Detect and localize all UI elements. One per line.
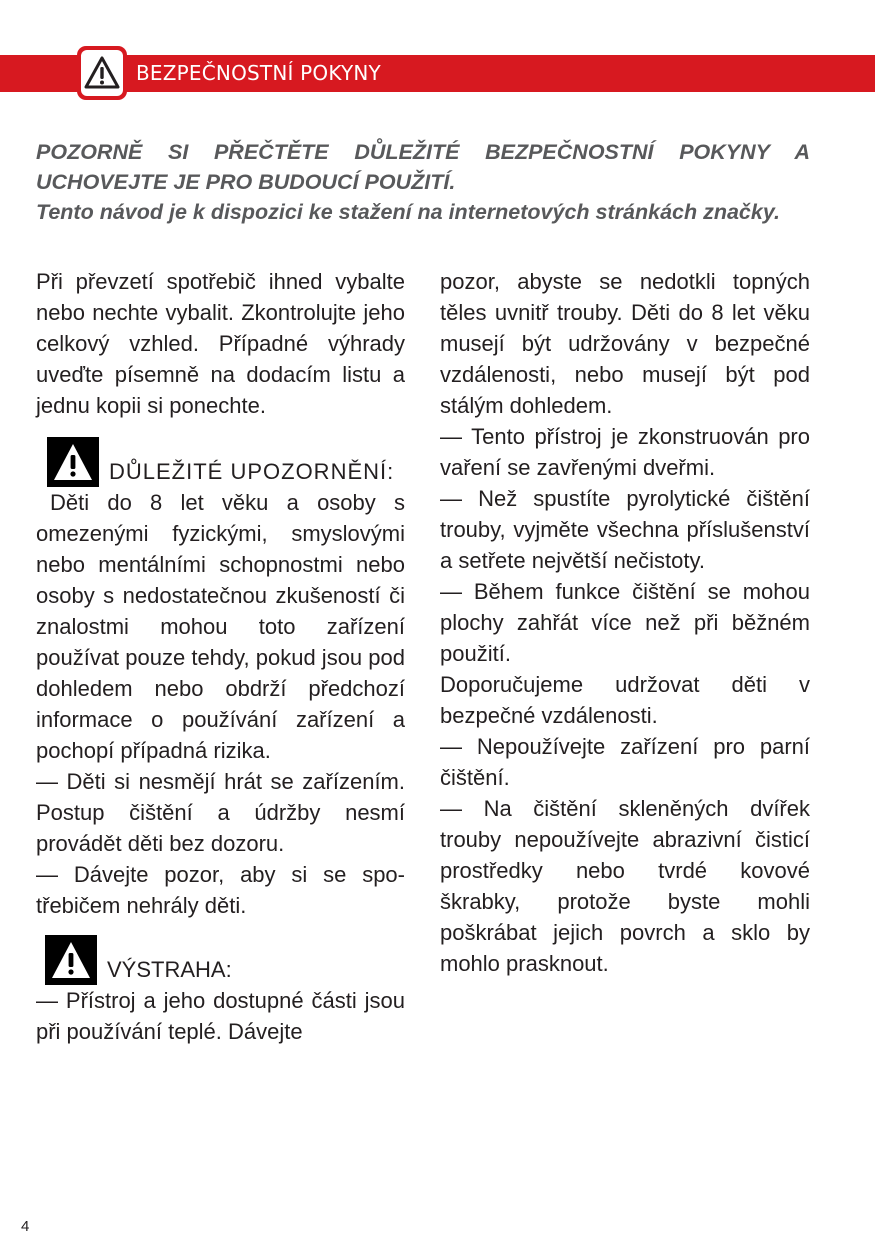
intro-notice <box>36 137 810 227</box>
intro-line-2: Tento návod je k dispozici ke stažení na internetových stránkách značky. <box>36 200 780 224</box>
warning-heading <box>36 935 405 985</box>
warning-icon <box>45 935 97 985</box>
glass-door-cleaning-paragraph: — Na čištění skleněných dvířek trouby nepoužívejte abrazivní čisticí prostředky nebo tvrdé kovové škrabky, protože byste mohli poškrábat jejich povrch a sklo by mohlo prasknout. <box>440 796 810 976</box>
header-bar <box>0 55 875 92</box>
important-notice-label: DŮLEŽITÉ UPOZORNĚNÍ: <box>109 459 395 484</box>
left-column <box>36 266 405 1047</box>
right-column <box>440 266 810 979</box>
hot-parts-paragraph: — Přístroj a jeho dostupné části jsou při používání teplé. Dávejte <box>36 988 405 1044</box>
important-notice-heading <box>36 437 405 487</box>
children-safety-paragraph: Děti do 8 let věku a osoby s omezenými fyzickými, smyslovými nebo mentálními schopnostmi nebo osoby s nedostatečnou zkušeností či znalostmi mohou toto zařízení používat pouze tehdy, pokud jsou pod dohledem nebo obdrží předchozí informace o používání zařízení a pochopí případná rizika. <box>36 490 405 763</box>
keep-children-away-paragraph: Doporučujeme udržovat děti v bezpečné vzdálenosti. <box>440 672 810 728</box>
warning-icon <box>47 437 99 487</box>
header-icon-frame <box>77 46 127 100</box>
header-title: BEZPEČNOSTNÍ POKYNY <box>136 61 381 85</box>
children-supervision-paragraph: — Dávejte pozor, aby si se spotřebičem nehrály děti. <box>36 862 405 918</box>
hot-parts-continued-paragraph: pozor, abyste se nedotkli topných těles uvnitř trouby. Děti do 8 let věku musejí být udržovány v bezpečné vzdálenosti, nebo musejí být pod stálým dohledem. <box>440 269 810 418</box>
steam-cleaning-paragraph: — Nepoužívejte zařízení pro parní čištění. <box>440 734 810 790</box>
unpacking-paragraph: Při převzetí spotřebič ihned vybalte nebo nechte vybalit. Zkontrolujte jeho celkový vzhled. Případné výhrady uveďte písemně na dodacím listu a jednu kopii si ponechte. <box>36 269 405 418</box>
page-number: 4 <box>21 1218 30 1235</box>
pyrolytic-cleaning-paragraph: — Než spustíte pyrolytické čištění trouby, vyjměte všechna příslušenství a setřete největší nečistoty. <box>440 486 810 573</box>
warning-label: VÝSTRAHA: <box>107 957 232 982</box>
closed-door-paragraph: — Tento přístroj je zkonstruován pro vaření se zavřenými dveřmi. <box>440 424 810 480</box>
hot-surfaces-paragraph: — Během funkce čištění se mohou plochy zahřát více než při běžném použití. <box>440 579 810 666</box>
intro-line-1: POZORNĚ SI PŘEČTĚTE DŮLEŽITÉ BEZPEČNOSTNÍ POKYNY A UCHOVEJTE JE PRO BUDOUCÍ POUŽITÍ. <box>36 140 810 194</box>
children-play-paragraph: — Děti si nesmějí hrát se zařízením. Postup čištění a údržby nesmí provádět děti bez dozoru. <box>36 769 405 856</box>
warning-triangle-icon <box>83 54 121 92</box>
